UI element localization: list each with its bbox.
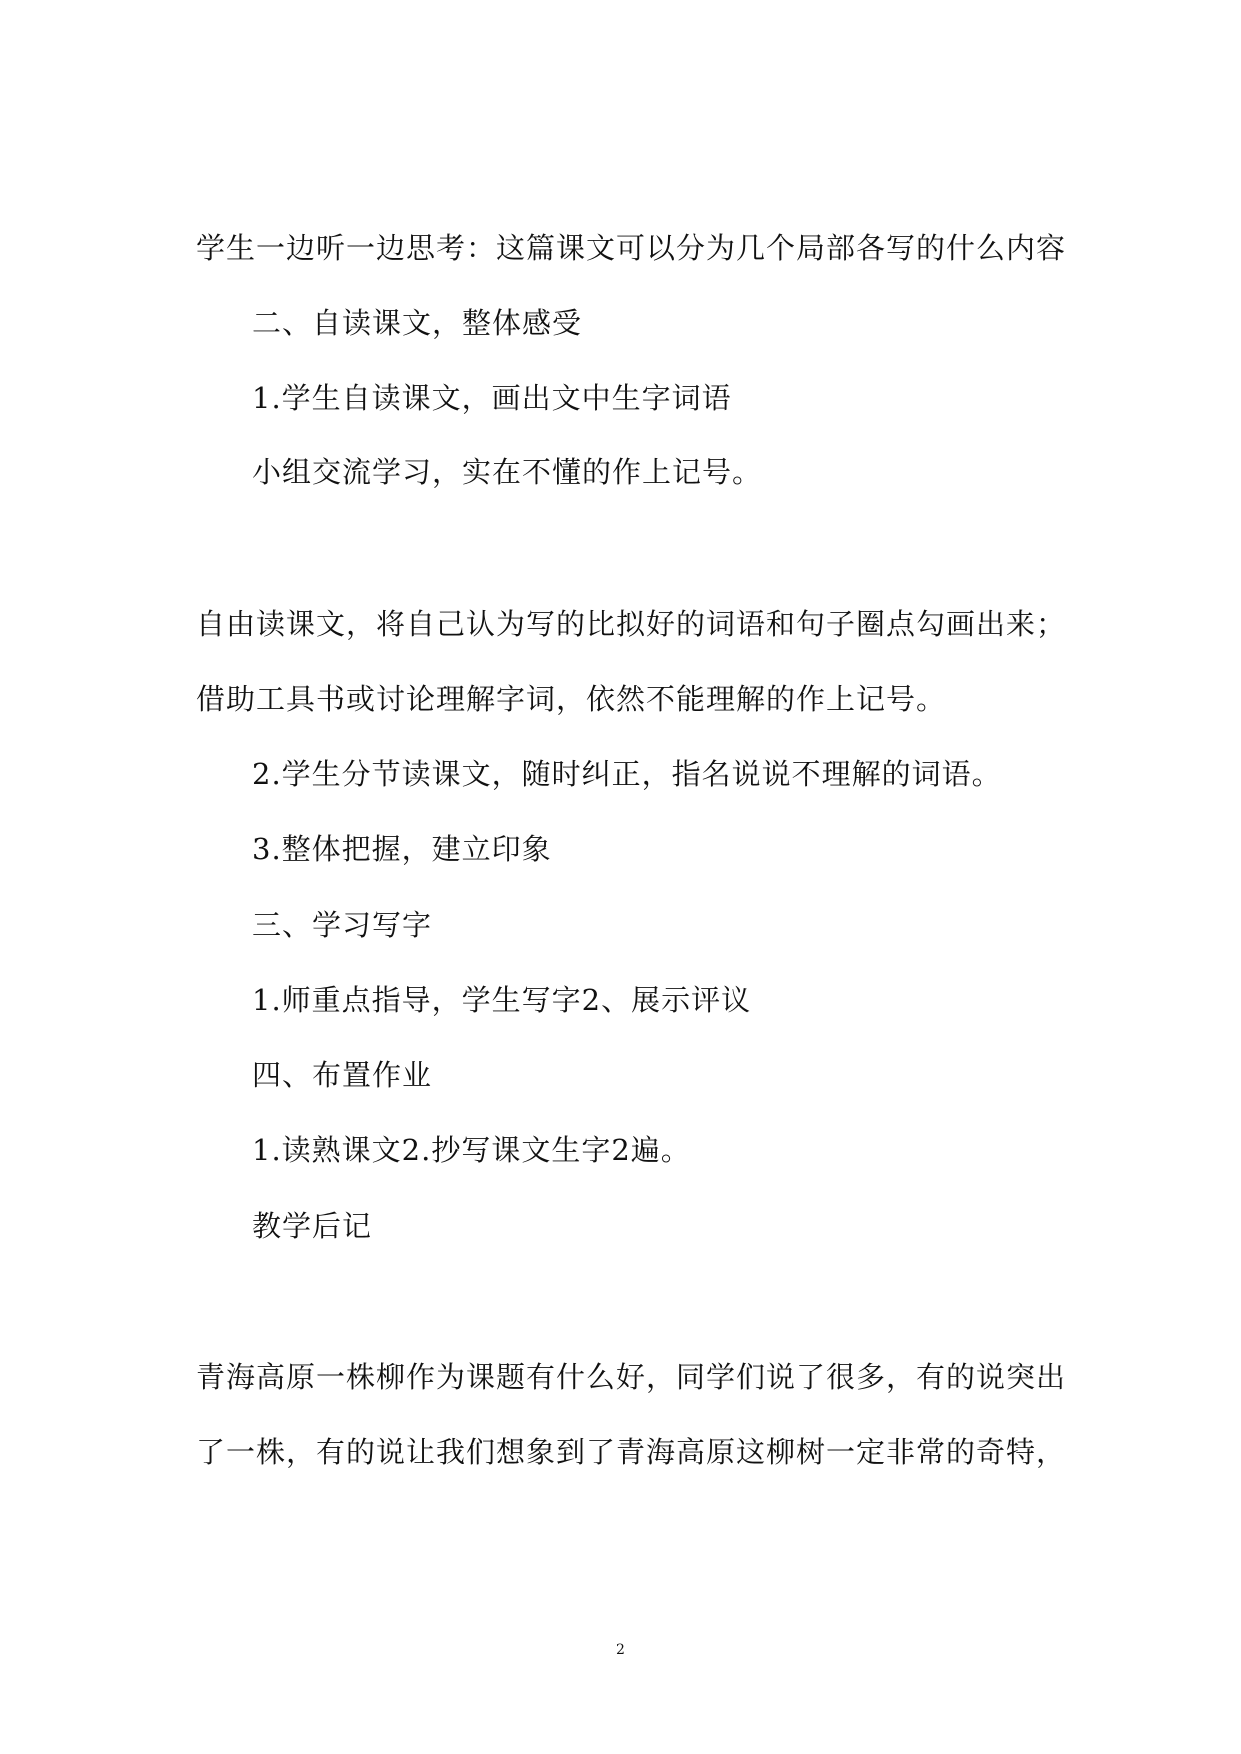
list-item-2: 2.学生分节读课文，随时纠正，指名说说不理解的词语。	[252, 757, 1002, 791]
paragraph-6: 了一株，有的说让我们想象到了青海高原这柳树一定非常的奇特，	[196, 1435, 1067, 1469]
paragraph-2: 小组交流学习，实在不懂的作上记号。	[252, 455, 763, 489]
section-heading-postscript: 教学后记	[252, 1209, 373, 1243]
list-item-5: 1.读熟课文2.抄写课文生字2遍。	[252, 1133, 691, 1167]
list-item-4: 1.师重点指导，学生写字2、展示评议	[252, 983, 752, 1017]
section-heading-3: 三、学习写字	[252, 908, 433, 942]
paragraph-3: 自由读课文，将自己认为写的比拟好的词语和句子圈点勾画出来；	[196, 607, 1067, 641]
page-number: 2	[616, 1642, 625, 1658]
section-heading-4: 四、布置作业	[252, 1058, 433, 1092]
list-item-3: 3.整体把握，建立印象	[252, 832, 552, 866]
paragraph-5: 青海高原一株柳作为课题有什么好，同学们说了很多，有的说突出	[196, 1360, 1067, 1394]
paragraph-4: 借助工具书或讨论理解字词，依然不能理解的作上记号。	[196, 682, 947, 716]
paragraph-1: 学生一边听一边思考：这篇课文可以分为几个局部各写的什么内容	[196, 231, 1067, 265]
list-item-1: 1.学生自读课文，画出文中生字词语	[252, 381, 732, 415]
section-heading-2: 二、自读课文，整体感受	[252, 306, 583, 340]
